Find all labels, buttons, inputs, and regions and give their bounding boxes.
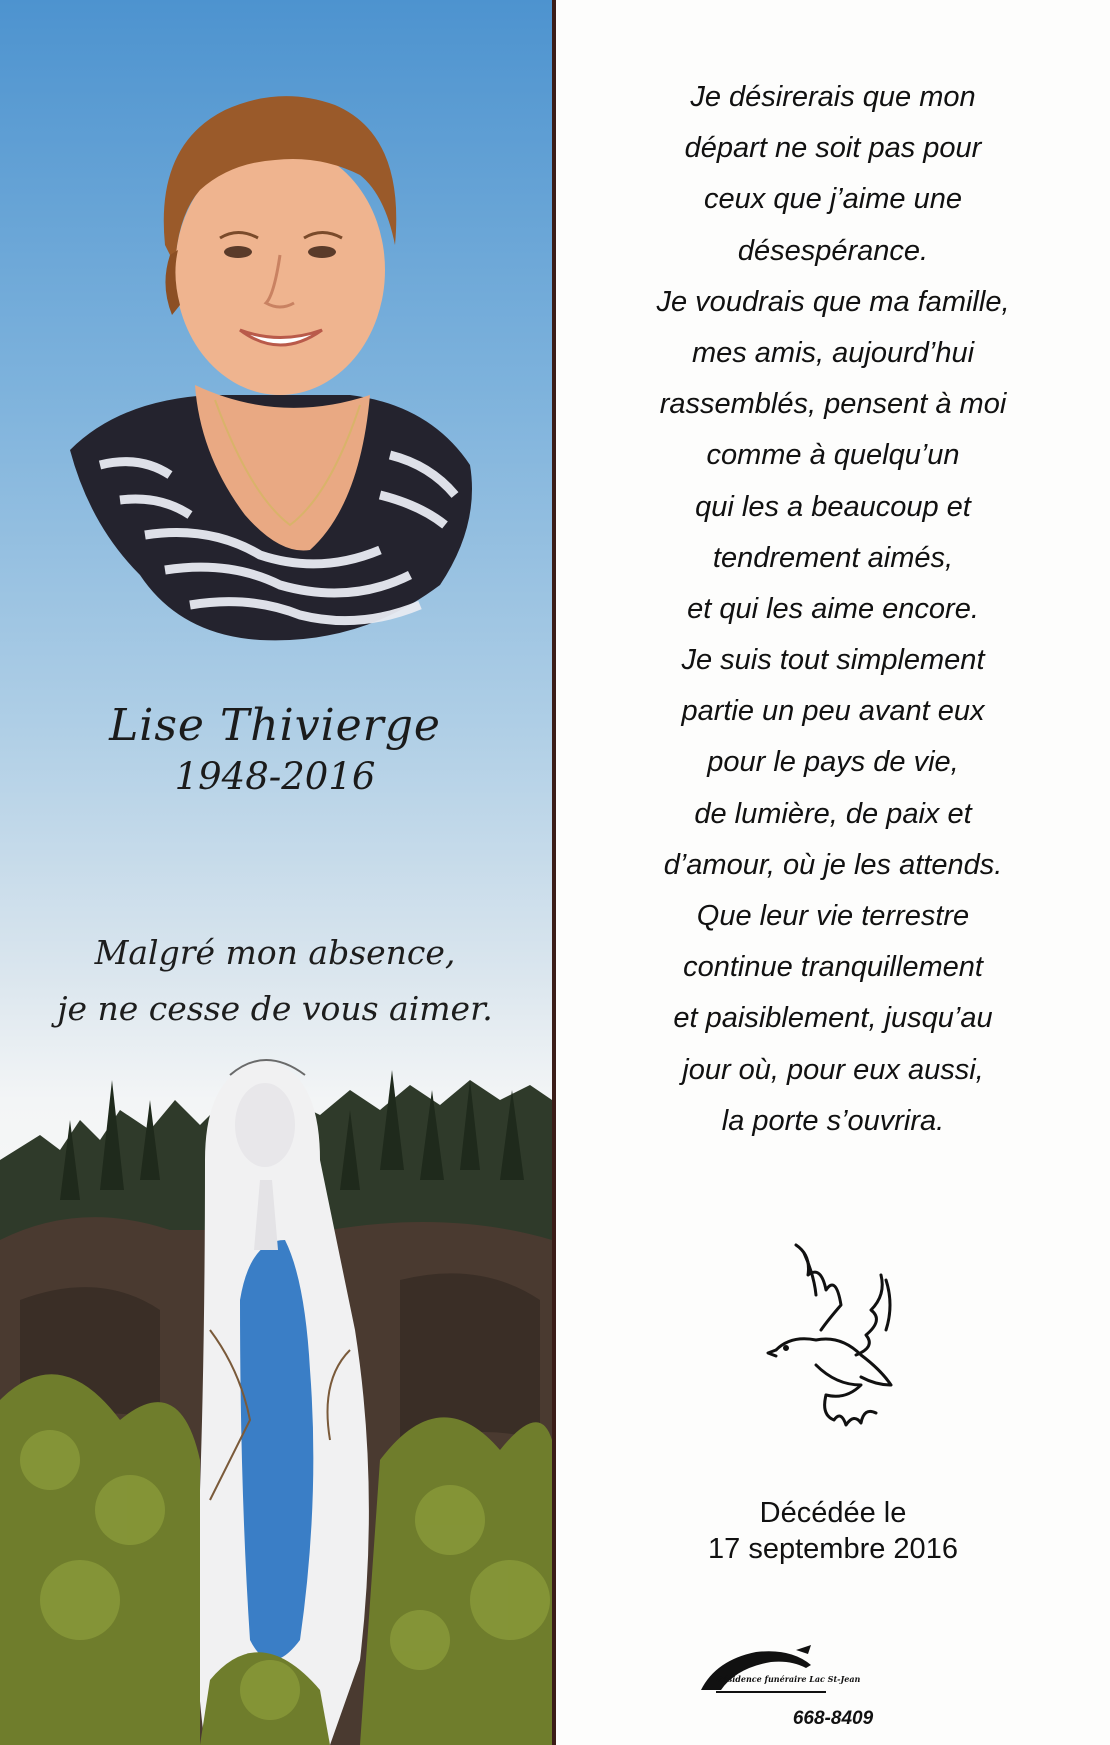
poem-line: qui les a beaucoup et: [695, 490, 971, 523]
death-date: 17 septembre 2016: [708, 1533, 958, 1565]
poem-line: continue tranquillement: [683, 951, 983, 984]
poem-line: tendrement aimés,: [712, 541, 954, 574]
funeral-home-logo: [696, 1640, 1016, 1700]
poem-line: la porte s’ouvrira.: [721, 1104, 945, 1137]
poem-line: comme à quelqu’un: [706, 439, 960, 472]
poem-line: Que leur vie terrestre: [696, 900, 970, 932]
poem-line: Je voudrais que ma famille,: [656, 285, 1010, 318]
virgin-mary-statue-photo: [0, 1040, 552, 1745]
motto-line: je ne cesse de vous aimer.: [57, 989, 493, 1028]
memorial-motto: [30, 925, 520, 1037]
portrait-photo: [60, 55, 500, 665]
death-info: [556, 1495, 1110, 1567]
motto-line: Malgré mon absence,: [94, 933, 456, 972]
poem-line: et qui les aime encore.: [687, 592, 979, 625]
poem-line: départ ne soit pas pour: [684, 132, 982, 165]
life-years: 1948-2016: [174, 755, 376, 798]
poem-line: de lumière, de paix et: [694, 797, 972, 830]
poem-line: mes amis, aujourd’hui: [691, 336, 975, 369]
poem-line: jour où, pour eux aussi,: [682, 1053, 984, 1086]
death-label: Décédée le: [759, 1497, 907, 1529]
poem-line: désespérance.: [737, 234, 929, 267]
poem-line: et paisiblement, jusqu’au: [673, 1002, 993, 1035]
poem-line: pour le pays de vie,: [707, 746, 959, 779]
poem-line: Je désirerais que mon: [690, 81, 976, 113]
dove-icon: [766, 1235, 916, 1445]
phone-number: 668-8409: [792, 1708, 874, 1729]
poem-line: rassemblés, pensent à moi: [659, 388, 1007, 421]
deceased-name: Lise Thivierge: [109, 700, 441, 751]
poem-line: ceux que j’aime une: [704, 183, 962, 216]
poem-line: Je suis tout simplement: [681, 644, 985, 677]
poem: [556, 72, 1110, 1147]
funeral-home-name: Résidence funéraire Lac St-Jean: [716, 1674, 861, 1684]
poem-line: partie un peu avant eux: [681, 695, 985, 728]
left-panel: [0, 0, 552, 1745]
right-panel: [556, 0, 1110, 1745]
poem-line: d’amour, où je les attends.: [663, 848, 1003, 881]
